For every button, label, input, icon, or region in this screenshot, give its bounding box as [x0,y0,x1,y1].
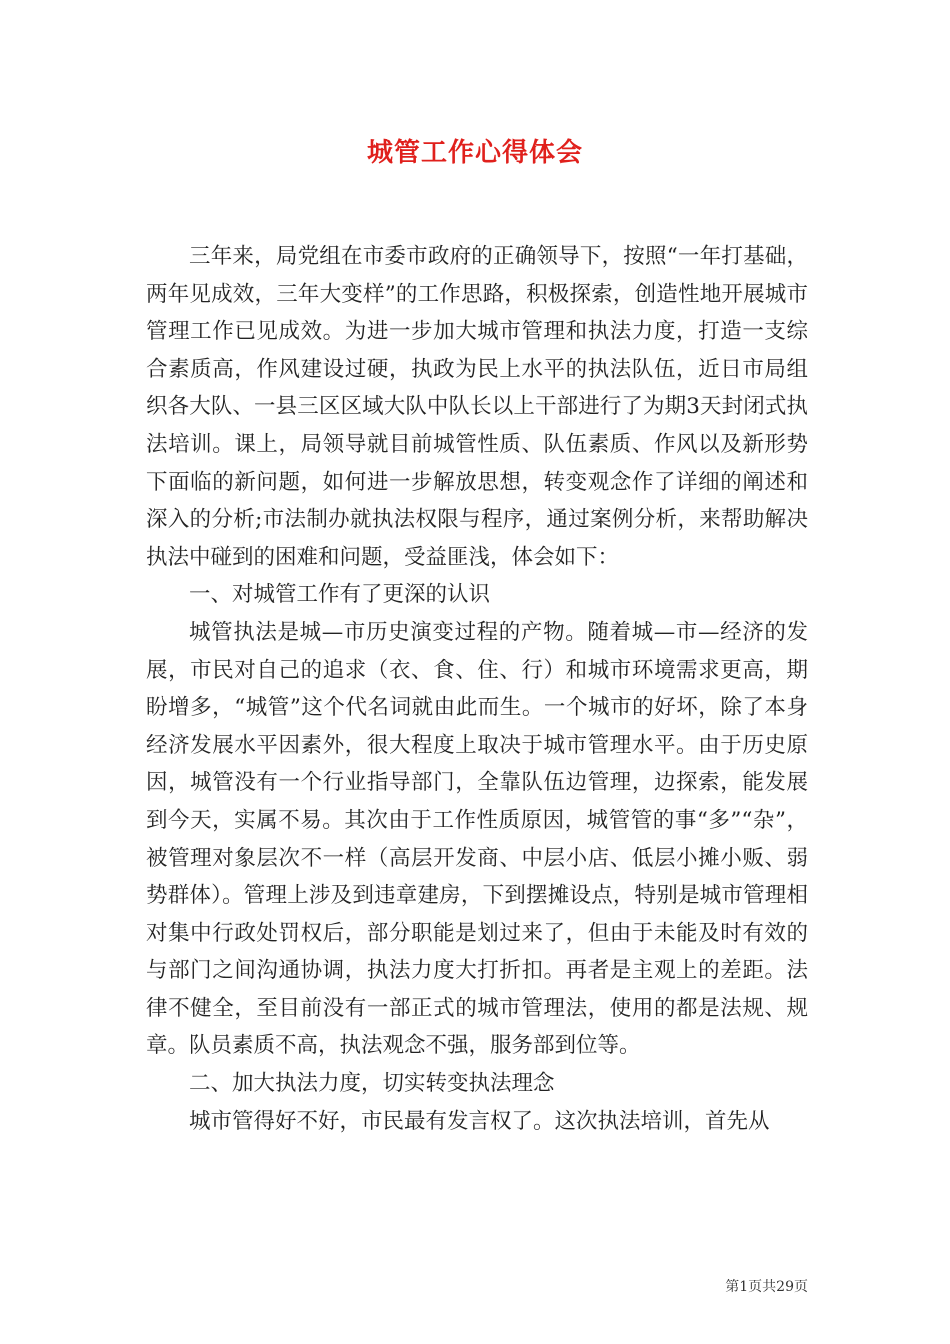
document-title: 城管工作心得体会 [366,138,583,168]
paragraph-section-1: 城管执法是城—市历史演变过程的产物。随着城—市—经济的发展，市民对自己的追求（衣、食、住、行）和城市环境需求更高，期盼增多，“城管”这个代名词就由此而生。一个城市的好坏，除了本身经济发展水平因素外，很大程度上取决于城市管理水平。由于历史原因，城管没有一个行业指导部门，全靠队伍边管理，边探索，能发展到今天，实属不易。其次由于工作性质原因，城管管的事“多”“杂”，被管理对象层次不一样（高层开发商、中层小店、低层小摊小贩、弱势群体）。管理上涉及到违章建房，下到摆摊设点，特别是城市管理相对集中行政处罚权后，部分职能是划过来了，但由于未能及时有效的与部门之间沟通协调，执法力度大打折扣。再者是主观上的差距。法律不健全，至目前没有一部正式的城市管理法，使用的都是法规、规章。队员素质不高，执法观念不强，服务部到位等。 [146,619,808,1059]
paragraph-intro: 三年来，局党组在市委市政府的正确领导下，按照“一年打基础，两年见成效，三年大变样”的工作思路，积极探索，创造性地开展城市管理工作已见成效。为进一步加大城市管理和执法力度，打造一支综合素质高，作风建设过硬，执政为民上水平的执法队伍，近日市局组织各大队、一县三区区域大队中队长以上干部进行了为期3天封闭式执法培训。课上，局领导就目前城管性质、队伍素质、作风以及新形势下面临的新问题，如何进一步解放思想，转变观念作了详细的阐述和深入的分析;市法制办就执法权限与程序，通过案例分析，来帮助解决执法中碰到的困难和问题，受益匪浅，体会如下： [146,244,808,570]
paragraph-section-2: 城市管得好不好，市民最有发言权了。这次执法培训，首先从 [189,1108,770,1134]
section-heading-1: 一、对城管工作有了更深的认识 [189,582,491,608]
page-number: 第1页共29页 [725,1279,808,1295]
document-body [146,238,808,1140]
section-heading-2: 二、加大执法力度，切实转变执法理念 [189,1071,555,1097]
